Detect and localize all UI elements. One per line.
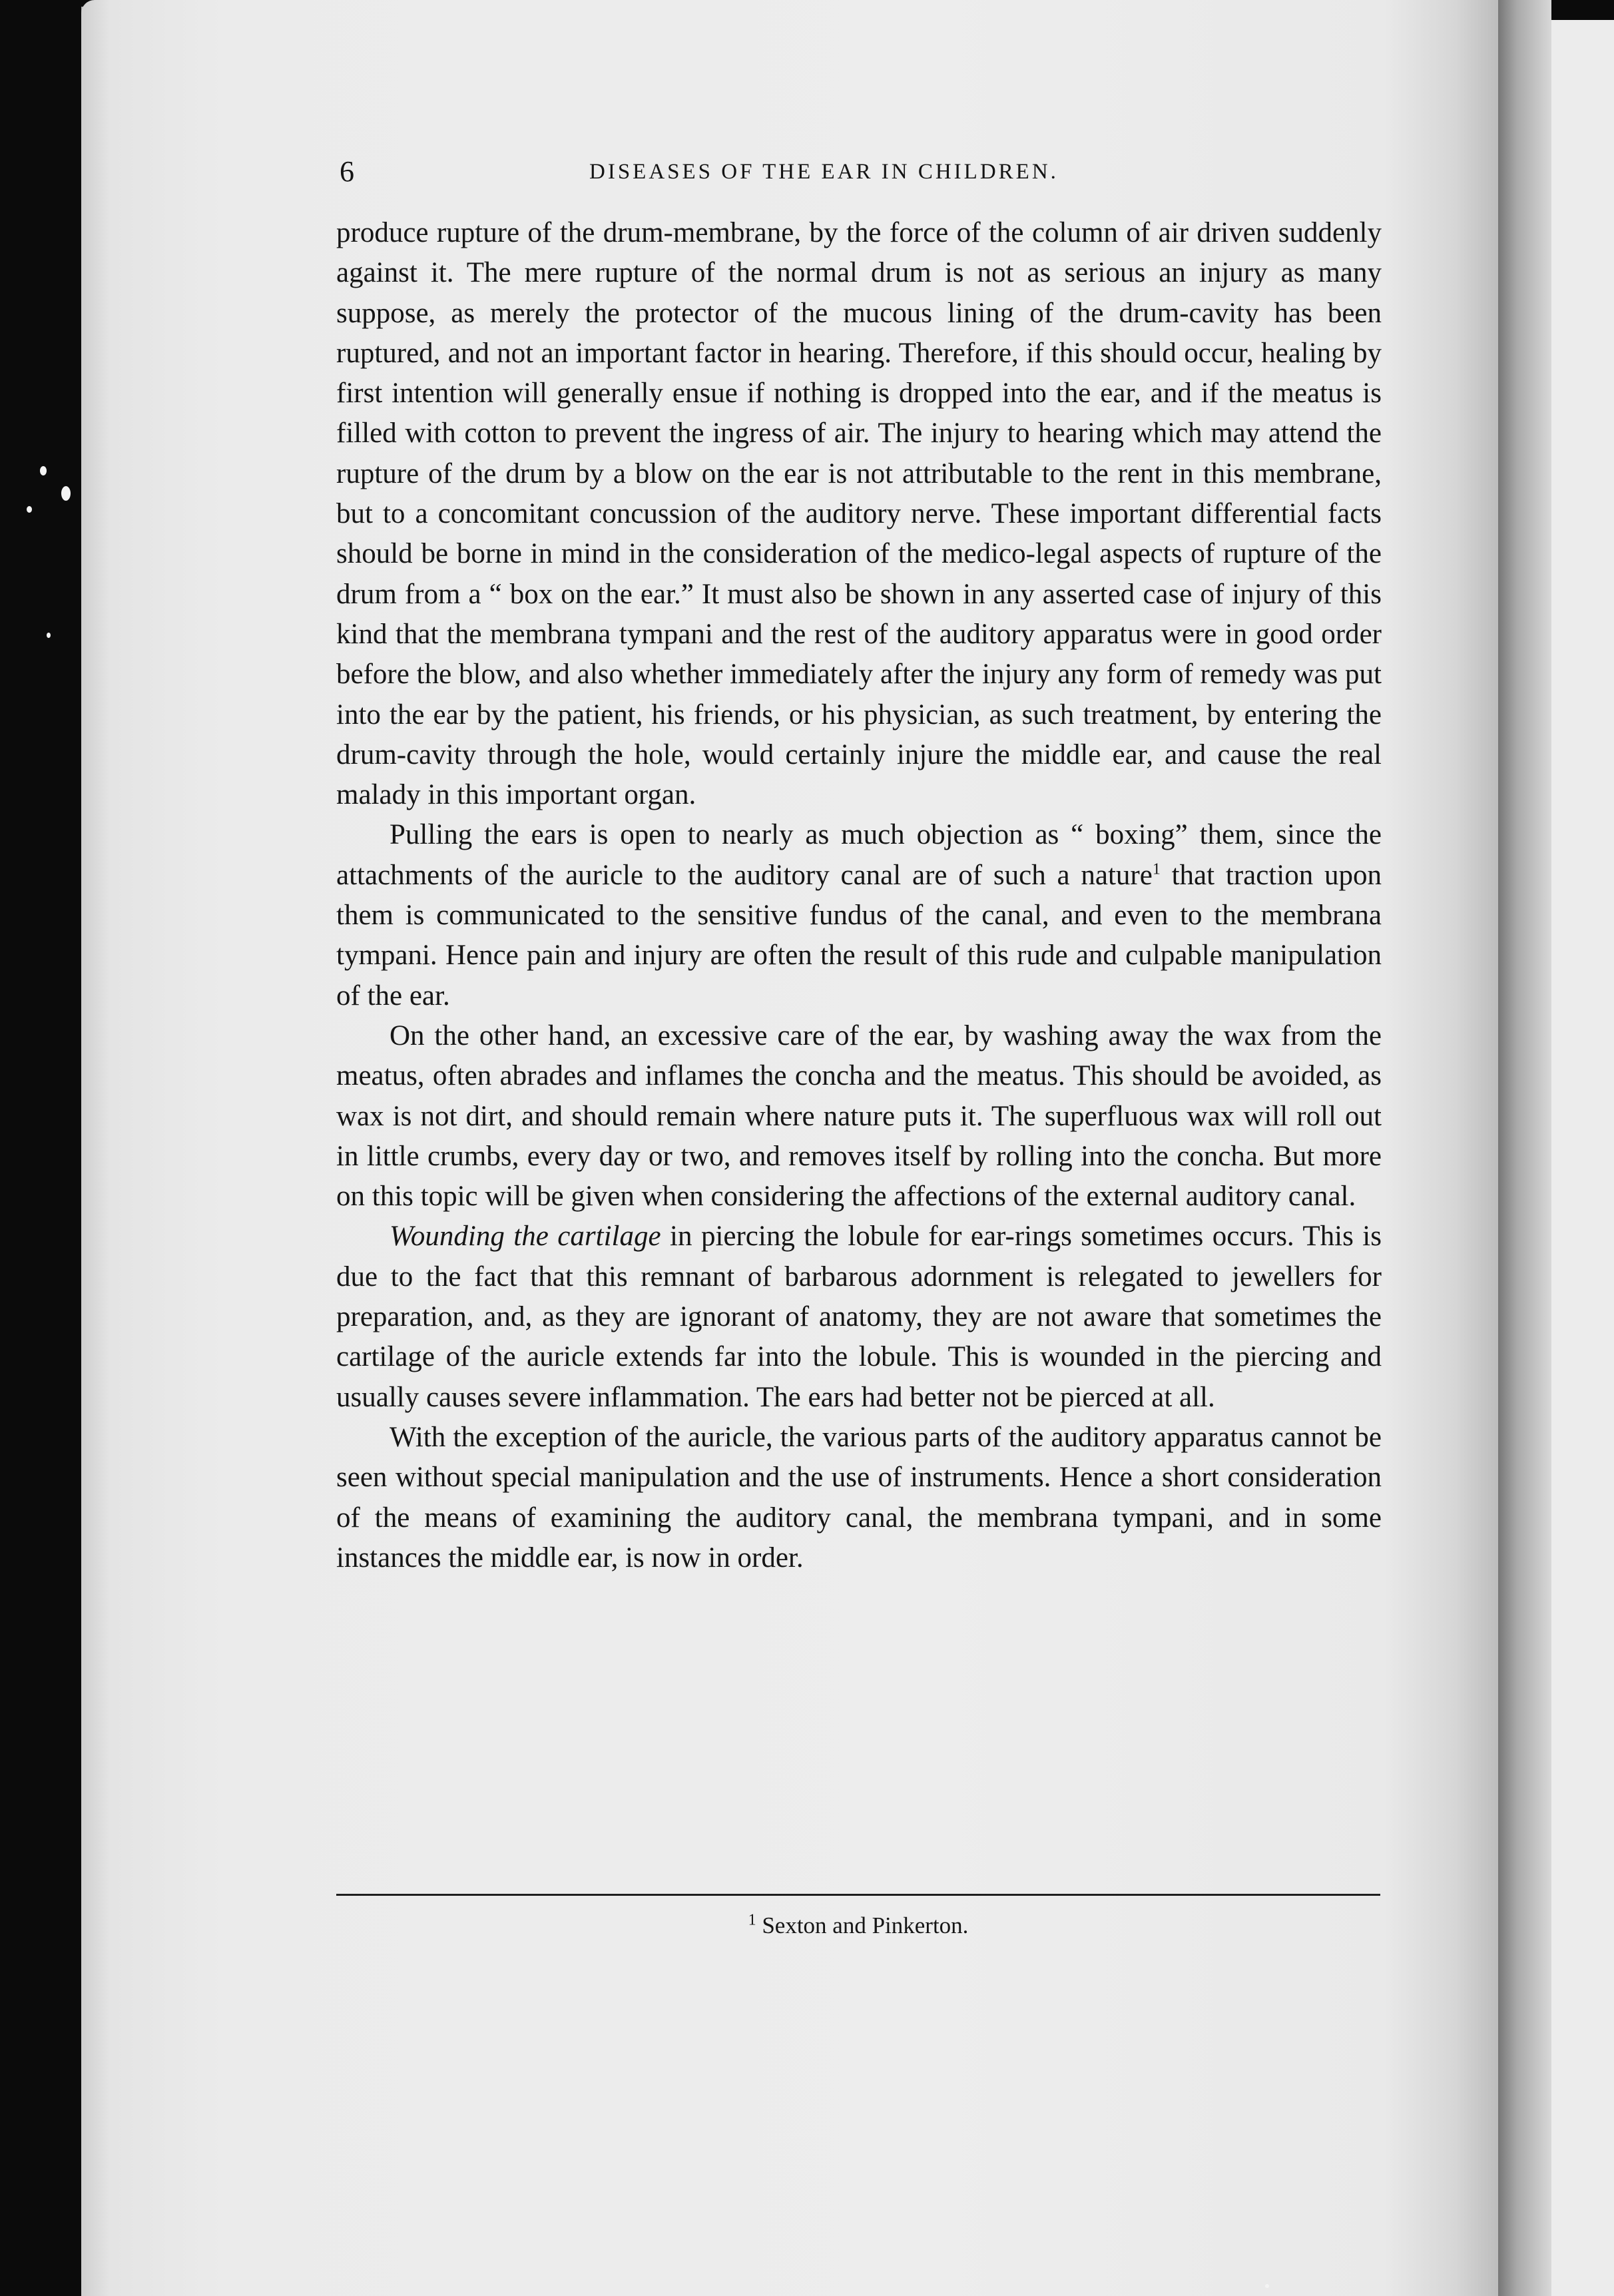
paragraph-text: On the other hand, an excessive care of the ear, by washing away the wax from the meatus, often abrades and inflames the concha and the meatus. This should be avoided, as wax is not dirt, and should remain where nature puts it. The superfluous wax will roll out in little crumbs, every day or two, and removes itself by rolling into the concha. But more on this topic will be given when considering the affections of the external auditory canal. (336, 1019, 1382, 1213)
running-title: DISEASES OF THE EAR IN CHILDREN. (589, 160, 1059, 184)
paragraph (336, 1217, 1382, 1417)
paragraph-text: Pulling the ears is open to nearly as much objection as “ boxing” them, since the attachments of the auricle to the auditory canal are of such a nature (336, 819, 1382, 891)
footnote-reference: 1 (1152, 860, 1161, 878)
scan-speck (1265, 2284, 1269, 2288)
paragraph (336, 1418, 1382, 1578)
footnote-divider (336, 1894, 1380, 1896)
gutter-shadow (1498, 0, 1551, 2296)
paragraph (336, 1016, 1382, 1217)
footnote-text: Sexton and Pinkerton. (756, 1912, 969, 1938)
paragraph-text: produce rupture of the drum-membrane, by the force of the column of air driven suddenly against it. The mere rupture of the normal drum is not as serious an injury as many suppose, as merely the protector of the mucous lining of the drum-cavity has been ruptured, and not an important factor in hearing. Therefore, if this should occur, healing by first intention will generally ensue if nothing is dropped into the ear, and if the meatus is filled with cotton to prevent the ingress of air. The injury to hearing which may attend the rupture of the drum by a blow on the ear is not attributable to the rent in this membrane, but to a concomitant concussion of the auditory nerve. These important differential facts should be borne in mind in the consideration of the medico-legal aspects of rupture of the drum from a “ box on the ear.” It must also be shown in any asserted case of injury of this kind that the membrana tympani and the rest of the auditory apparatus were in good order before the blow, and also whether immediately after the injury any form of remedy was put into the ear by the patient, his friends, or his physician, as such treatment, by entering the drum-cavity through the hole, would certainly injure the middle ear, and cause the real malady in this important organ. (336, 217, 1382, 811)
paragraph-text: in piercing the lobule for ear-rings sometimes occurs. This is due to the fact that this remnant of barbarous adornment is relegated to jewellers for preparation, and, as they are ignorant of anatomy, they are not aware that sometimes the cartilage of the auricle extends far into the lobule. This is wounded in the piercing and usually causes severe inflammation. The ears had better not be pierced at all. (336, 1221, 1382, 1413)
paragraph-text: With the exception of the auricle, the various parts of the auditory apparatus cannot be seen without special manipulation and the use of instruments. Hence a short consideration of the means of examining the auditory canal, the membrana tympani, and in some instances the middle ear, is now in order. (336, 1421, 1382, 1574)
footnote (336, 1912, 1380, 1939)
page-header (333, 154, 1385, 194)
italic-phrase: Wounding the cartilage (390, 1221, 661, 1253)
scan-speck (40, 466, 47, 475)
body-text (336, 213, 1382, 1578)
footnote-marker: 1 (748, 1911, 756, 1929)
scan-speck (47, 633, 51, 638)
page-number: 6 (340, 155, 354, 188)
paragraph (336, 815, 1382, 1015)
scan-speck (61, 486, 71, 501)
facing-page-edge (1551, 20, 1614, 2296)
paragraph (336, 213, 1382, 815)
scan-speck (27, 506, 32, 513)
paragraph-text: that traction upon them is communicated to the sensitive fundus of the canal, and even to the membrana tympani. Hence pain and injury are often the result of this rude and culpable manipulation of the ear. (336, 859, 1382, 1011)
